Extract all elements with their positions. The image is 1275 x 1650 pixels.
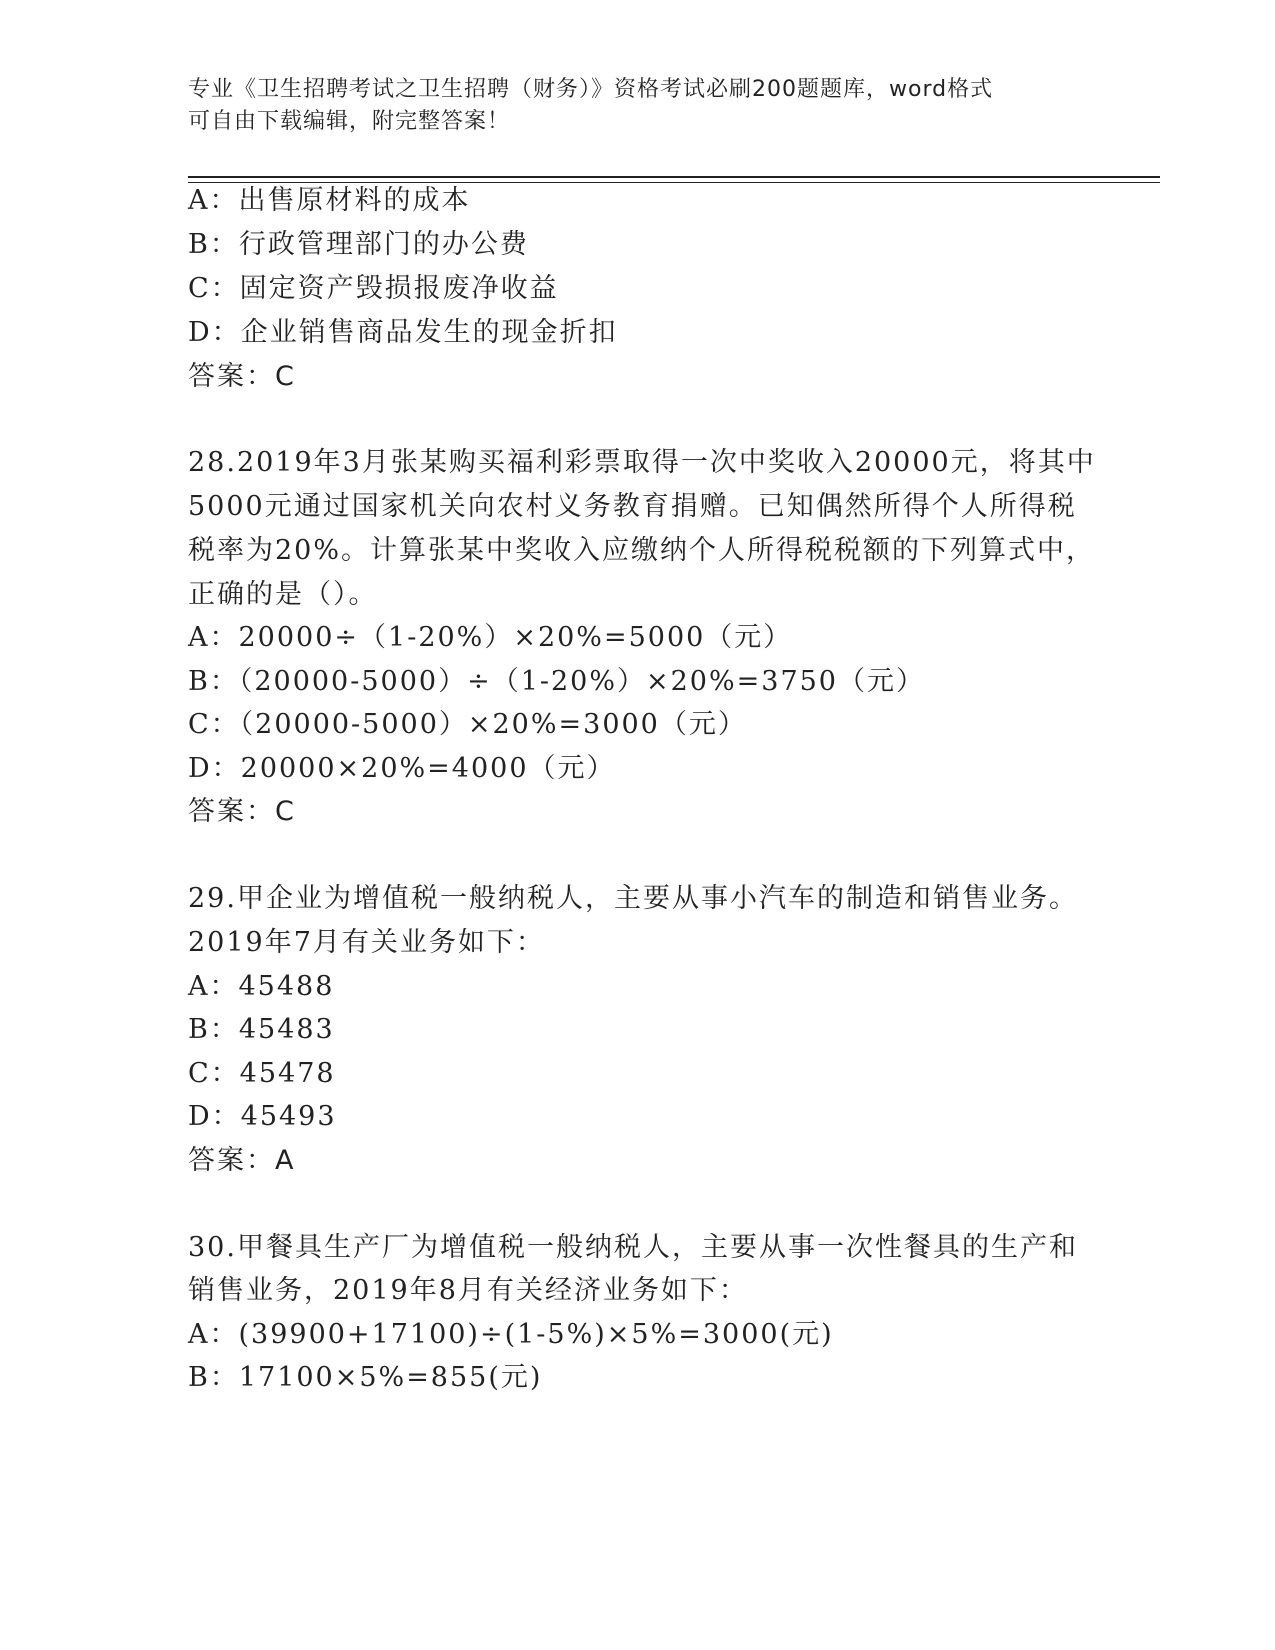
- q30-stem-line-2: 销售业务，2019年8月有关经济业务如下：: [188, 1275, 748, 1306]
- q28-stem-line-1: 28.2019年3月张某购买福利彩票取得一次中奖收入20000元，将其中: [188, 447, 1096, 478]
- document-header: [188, 74, 1088, 138]
- header-rule-thick: [188, 176, 1160, 178]
- q28-option-b: B：（20000-5000）÷（1-20%）×20%=3750（元）: [188, 666, 925, 697]
- header-rule-thin: [188, 182, 1160, 183]
- q29-answer: 答案：A: [188, 1145, 296, 1176]
- q28-option-c: C：（20000-5000）×20%=3000（元）: [188, 709, 747, 740]
- q28-stem-line-3: 税率为20%。计算张某中奖收入应缴纳个人所得税税额的下列算式中，: [188, 535, 1096, 566]
- q27-option-a: A：出售原材料的成本: [188, 185, 471, 216]
- q27-option-b: B：行政管理部门的办公费: [188, 229, 529, 260]
- q29-stem-line-2: 2019年7月有关业务如下：: [188, 927, 545, 958]
- q30-option-b: B：17100×5%=855(元): [188, 1362, 543, 1393]
- header-line-1: 专业《卫生招聘考试之卫生招聘（财务）》资格考试必刷200题题库，word格式: [188, 77, 994, 102]
- q30-option-a: A：(39900+17100)÷(1-5%)×5%=3000(元): [188, 1319, 834, 1350]
- header-line-2: 可自由下载编辑，附完整答案！: [188, 109, 511, 134]
- q28-option-a: A：20000÷（1-20%）×20%=5000（元）: [188, 622, 793, 653]
- q27-answer: 答案：C: [188, 361, 296, 392]
- q30-stem-line-1: 30.甲餐具生产厂为增值税一般纳税人，主要从事一次性餐具的生产和: [188, 1232, 1078, 1263]
- q27-option-c: C：固定资产毁损报废净收益: [188, 273, 559, 304]
- q29-option-d: D：45493: [188, 1101, 337, 1132]
- q28-stem-line-2: 5000元通过国家机关向农村义务教育捐赠。已知偶然所得个人所得税: [188, 491, 1077, 522]
- q29-option-b: B：45483: [188, 1014, 335, 1045]
- q27-option-d: D：企业销售商品发生的现金折扣: [188, 317, 618, 348]
- q29-option-a: A：45488: [188, 971, 335, 1002]
- q29-stem-line-1: 29.甲企业为增值税一般纳税人，主要从事小汽车的制造和销售业务。: [188, 883, 1078, 914]
- q28-stem-line-4: 正确的是（）。: [188, 579, 378, 610]
- q29-option-c: C：45478: [188, 1058, 336, 1089]
- q28-option-d: D：20000×20%=4000（元）: [188, 753, 616, 784]
- q28-answer: 答案：C: [188, 796, 296, 827]
